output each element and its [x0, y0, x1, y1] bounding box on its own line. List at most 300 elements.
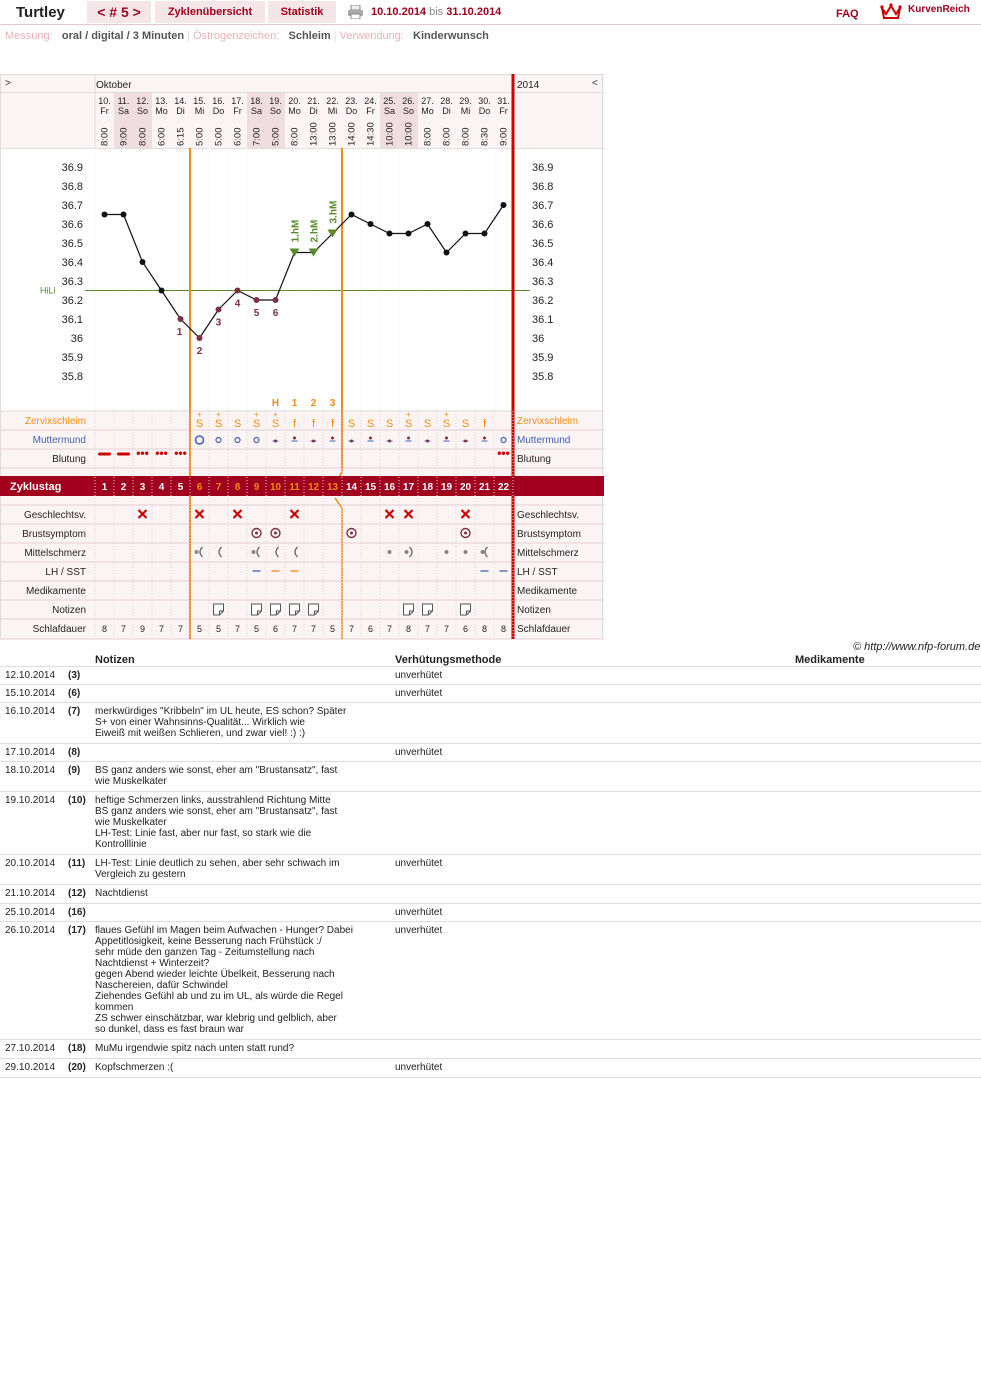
cervix-dot-icon — [274, 440, 277, 443]
y-tick-left: 36.8 — [61, 181, 83, 193]
row-label-right-bs: Brustsymptom — [517, 529, 581, 540]
day-number: 31. — [497, 96, 510, 106]
row-label-zt: Zyklustag — [10, 481, 62, 493]
day-weekday: Mi — [460, 106, 471, 116]
row-label-ms: Mittelschmerz — [24, 548, 86, 559]
notes-row — [0, 685, 981, 703]
note-cycle-day: (7) — [68, 706, 81, 717]
peak-day-label: 3 — [329, 398, 336, 409]
date-range: 10.10.2014 bis 31.10.2014 — [371, 6, 502, 18]
mucus-plus-mark: + — [216, 410, 221, 419]
sleep-duration: 5 — [196, 624, 203, 634]
day-weekday: So — [269, 106, 282, 116]
day-number: 11. — [117, 96, 130, 106]
credit: © http://www.nfp-forum.de — [853, 641, 981, 653]
notes-row — [0, 792, 981, 855]
low-measure-label: 3 — [215, 317, 222, 329]
day-weekday: Sa — [250, 106, 263, 116]
notes-row — [0, 703, 981, 744]
day-number: 26. — [402, 96, 415, 106]
notes-row — [0, 1040, 981, 1059]
cycle-day-number: 13 — [326, 482, 339, 493]
mucus-symbol: S — [252, 418, 261, 430]
cycle-day-number: 18 — [421, 482, 434, 493]
peak-day-label: 1 — [291, 398, 298, 409]
mittelschmerz-dot-icon — [252, 550, 256, 554]
note-cycle-day: (18) — [68, 1043, 86, 1054]
measure-time: 10:00 — [403, 122, 415, 146]
day-weekday: Di — [309, 106, 318, 116]
cervix-dot-icon — [388, 440, 391, 443]
mucus-plus-mark: + — [406, 410, 411, 419]
sleep-duration: 7 — [424, 624, 431, 634]
note-method: unverhütet — [395, 925, 443, 936]
row-label-right-gv: Geschlechtsv. — [517, 510, 580, 521]
peak-day-label: H — [271, 398, 280, 409]
mucus-symbol: S — [385, 418, 394, 430]
row-label-cm: Zervixschleim — [24, 416, 86, 427]
y-tick-left: 36 — [70, 333, 83, 345]
sleep-duration: 7 — [177, 624, 184, 634]
temperature-point — [387, 231, 393, 237]
day-number: 23. — [345, 96, 358, 106]
notes-col-header: Notizen — [95, 654, 135, 666]
hili-label: HiLi — [40, 285, 56, 296]
note-cycle-day: (20) — [68, 1062, 86, 1073]
sleep-duration: 7 — [120, 624, 127, 634]
cycle-day-number: 17 — [402, 482, 415, 493]
temperature-point — [425, 221, 431, 227]
measure-time: 8:00 — [137, 127, 149, 146]
row-label-right-blut: Blutung — [517, 454, 551, 465]
y-tick-left: 36.6 — [61, 219, 83, 231]
measure-time: 6:15 — [175, 127, 187, 146]
note-text — [95, 669, 375, 680]
sleep-duration: 8 — [101, 624, 108, 634]
mucus-symbol: f — [292, 418, 297, 430]
mittelschmerz-dot-icon — [388, 550, 392, 554]
note-cycle-day: (6) — [68, 688, 81, 699]
day-weekday: Mo — [421, 106, 434, 116]
mucus-symbol: S — [214, 418, 223, 430]
note-text — [95, 746, 375, 757]
low-measure-label: 5 — [253, 308, 260, 319]
cervix-dot-icon — [350, 440, 353, 443]
row-label-gv: Geschlechtsv. — [23, 510, 86, 521]
notes-row — [0, 667, 981, 685]
row-label-right-mm: Muttermund — [517, 435, 571, 446]
day-number: 30. — [478, 96, 491, 106]
y-tick-right: 36.4 — [532, 257, 554, 269]
row-label-blut: Blutung — [52, 454, 86, 465]
cycle-day-number: 15 — [364, 482, 377, 493]
row-label-med: Medikamente — [25, 586, 86, 597]
temperature-point — [159, 288, 165, 294]
sleep-duration: 7 — [443, 624, 450, 634]
sleep-duration: 6 — [367, 624, 374, 634]
day-weekday: Fr — [499, 106, 508, 116]
sleep-duration: 5 — [253, 624, 260, 634]
cervix-dot-icon — [407, 437, 410, 440]
day-weekday: Sa — [117, 106, 130, 116]
measure-time: 8:00 — [289, 127, 301, 146]
cycle-day-number: 21 — [478, 482, 491, 493]
day-number: 14. — [174, 96, 187, 106]
row-label-mm: Muttermund — [32, 435, 86, 446]
cycle-day-number: 1 — [101, 482, 108, 493]
temperature-point — [254, 297, 260, 303]
day-number: 22. — [326, 96, 339, 106]
note-date: 19.10.2014 — [5, 795, 56, 806]
note-date: 16.10.2014 — [5, 706, 56, 717]
notes-row — [0, 885, 981, 904]
measure-time: 10:00 — [384, 122, 396, 146]
low-measure-label: 6 — [272, 308, 279, 319]
top-bar — [0, 0, 981, 25]
mucus-symbol: S — [347, 418, 356, 430]
note-date: 21.10.2014 — [5, 888, 56, 899]
day-weekday: Fr — [366, 106, 375, 116]
day-number: 12. — [136, 96, 149, 106]
temperature-point — [406, 231, 412, 237]
breast-symptom-dot — [350, 532, 353, 535]
mittelschmerz-dot-icon — [464, 550, 468, 554]
measure-time: 14:00 — [346, 122, 358, 146]
mucus-plus-mark: + — [273, 410, 278, 419]
day-weekday: Fr — [233, 106, 242, 116]
note-method: unverhütet — [395, 688, 443, 699]
notes-row — [0, 744, 981, 762]
mucus-symbol: S — [195, 418, 204, 430]
temperature-point — [235, 288, 241, 294]
medication-col-header: Medikamente — [795, 654, 865, 666]
notes-header — [0, 654, 981, 667]
measure-time: 5:00 — [270, 127, 282, 146]
day-weekday: Mo — [155, 106, 168, 116]
day-weekday: Di — [442, 106, 451, 116]
day-number: 25. — [383, 96, 396, 106]
day-number: 13. — [155, 96, 168, 106]
y-tick-left: 36.9 — [61, 162, 83, 174]
mittelschmerz-dot-icon — [195, 550, 199, 554]
cycle-day-number: 11 — [289, 482, 300, 493]
note-date: 20.10.2014 — [5, 858, 56, 869]
row-label-lh: LH / SST — [45, 567, 86, 578]
notes-table — [0, 654, 981, 1078]
note-cycle-day: (12) — [68, 888, 86, 899]
cycle-day-number: 3 — [139, 482, 146, 493]
cycle-day-number: 8 — [234, 482, 241, 493]
higher-measure-label: 3.hM — [328, 200, 340, 224]
row-label-not: Notizen — [52, 605, 86, 616]
row-label-bs: Brustsymptom — [22, 529, 86, 540]
note-text: Kopfschmerzen :( — [95, 1062, 174, 1073]
day-number: 16. — [212, 96, 225, 106]
temperature-point — [216, 307, 222, 313]
y-tick-right: 36.8 — [532, 181, 554, 193]
day-weekday: So — [136, 106, 149, 116]
note-date: 29.10.2014 — [5, 1062, 56, 1073]
cervix-dot-icon — [331, 437, 334, 440]
y-tick-left: 36.4 — [61, 257, 83, 269]
day-weekday: Fr — [100, 106, 109, 116]
day-number: 18. — [250, 96, 263, 106]
temperature-point — [463, 231, 469, 237]
y-tick-left: 35.8 — [61, 371, 83, 383]
sleep-duration: 7 — [234, 624, 241, 634]
y-tick-left: 36.3 — [61, 276, 83, 288]
cervix-dot-icon — [445, 437, 448, 440]
higher-measure-label: 2.hM — [309, 219, 321, 243]
measure-time: 5:00 — [213, 127, 225, 146]
measure-time: 9:00 — [498, 127, 510, 146]
low-measure-label: 2 — [196, 346, 203, 357]
mucus-symbol: S — [233, 418, 242, 430]
day-number: 19. — [269, 96, 282, 106]
note-date: 17.10.2014 — [5, 747, 56, 758]
temperature-point — [197, 335, 203, 341]
measure-time: 8:00 — [441, 127, 453, 146]
crown-icon — [880, 2, 902, 20]
y-tick-right: 35.9 — [532, 352, 554, 364]
chart-nav-right: < — [592, 78, 598, 89]
mittelschmerz-dot-icon — [481, 550, 485, 554]
note-text: BS ganz anders wie sonst, eher am "Brustansatz", fast wie Muskelkater — [95, 765, 338, 787]
day-weekday: Do — [478, 106, 491, 116]
notes-row — [0, 1059, 981, 1078]
note-cycle-day: (17) — [68, 925, 86, 936]
bleeding-light-icon: ••• — [136, 446, 149, 460]
cycle-day-number: 2 — [120, 482, 127, 493]
row-label-right-lh: LH / SST — [517, 567, 558, 578]
temperature-point — [368, 221, 374, 227]
mucus-symbol: S — [404, 418, 413, 430]
mucus-symbol: S — [461, 418, 470, 430]
day-weekday: Do — [212, 106, 225, 116]
year-label: 2014 — [517, 80, 540, 91]
mucus-symbol: S — [442, 418, 451, 430]
day-weekday: Mi — [327, 106, 338, 116]
cervix-dot-icon — [483, 437, 486, 440]
cervix-dot-icon — [312, 440, 315, 443]
row-label-right-not: Notizen — [517, 605, 551, 616]
day-number: 10. — [98, 96, 111, 106]
note-method: unverhütet — [395, 1062, 443, 1073]
sleep-duration: 5 — [215, 624, 222, 634]
note-text — [95, 687, 375, 698]
temperature-point — [121, 212, 127, 218]
row-label-right-cm: Zervixschleim — [517, 416, 579, 427]
note-date: 27.10.2014 — [5, 1043, 56, 1054]
note-method: unverhütet — [395, 670, 443, 681]
note-date: 26.10.2014 — [5, 925, 56, 936]
day-number: 24. — [364, 96, 377, 106]
breast-symptom-dot — [255, 532, 258, 535]
temperature-point — [178, 316, 184, 322]
cervix-dot-icon — [426, 440, 429, 443]
sleep-duration: 8 — [481, 624, 488, 634]
mucus-symbol: S — [366, 418, 375, 430]
low-measure-label: 4 — [234, 298, 241, 310]
cycle-chart — [0, 74, 604, 641]
note-text — [95, 906, 375, 917]
mucus-symbol: f — [311, 418, 316, 430]
low-measure-label: 1 — [176, 327, 183, 338]
mucus-plus-mark: + — [197, 410, 202, 419]
mittelschmerz-dot-icon — [445, 550, 449, 554]
temperature-point — [501, 202, 507, 208]
note-cycle-day: (16) — [68, 907, 86, 918]
cycle-day-number: 4 — [158, 482, 165, 493]
higher-measure-label: 1.hM — [290, 219, 302, 243]
y-tick-right: 36.9 — [532, 162, 554, 174]
measure-time: 8:00 — [460, 127, 472, 146]
note-cycle-day: (9) — [68, 765, 81, 776]
note-cycle-day: (3) — [68, 670, 81, 681]
row-label-right-med: Medikamente — [517, 586, 578, 597]
kurvenreich-logo[interactable]: KurvenReich — [880, 2, 980, 20]
sleep-duration: 5 — [329, 624, 336, 634]
cervix-dot-icon — [464, 440, 467, 443]
cycle-nav-button[interactable]: < # 5 > — [87, 1, 151, 23]
day-number: 15. — [193, 96, 206, 106]
printer-icon[interactable] — [348, 5, 363, 19]
sleep-duration: 6 — [272, 624, 279, 634]
sleep-duration: 7 — [158, 624, 165, 634]
day-number: 21. — [307, 96, 320, 106]
measure-time: 5:00 — [194, 127, 206, 146]
sleep-duration: 6 — [462, 624, 469, 634]
tab-cycle-overview[interactable]: Zyklenübersicht — [155, 1, 265, 23]
row-label-sd: Schlafdauer — [32, 624, 86, 635]
note-method: unverhütet — [395, 858, 443, 869]
y-tick-right: 35.8 — [532, 371, 554, 383]
cycle-day-number: 10 — [269, 482, 282, 493]
mucus-plus-mark: + — [254, 410, 259, 419]
cervix-dot-icon — [369, 437, 372, 440]
cycle-day-number: 12 — [307, 482, 320, 493]
note-date: 12.10.2014 — [5, 670, 56, 681]
day-number: 28. — [440, 96, 453, 106]
sleep-duration: 9 — [139, 624, 146, 634]
cycle-day-number: 5 — [177, 482, 184, 493]
measure-time: 8:30 — [479, 127, 491, 146]
sleep-duration: 7 — [386, 624, 393, 634]
y-tick-left: 36.5 — [61, 238, 83, 250]
peak-day-label: 2 — [310, 398, 317, 409]
note-text: LH-Test: Linie deutlich zu sehen, aber sehr schwach im Vergleich zu gestern — [95, 858, 340, 880]
note-text: heftige Schmerzen links, ausstrahlend Richtung Mitte BS ganz anders wie sonst, eher am "Brustansatz", fast wie Muskelkater LH-Test: Linie fast, aber nur fast, so stark wie die Kontrolllinie — [95, 795, 338, 850]
faq-link[interactable]: FAQ — [836, 8, 859, 20]
tab-statistics[interactable]: Statistik — [268, 1, 336, 23]
notes-row — [0, 922, 981, 1040]
note-cycle-day: (10) — [68, 795, 86, 806]
breast-symptom-dot — [464, 532, 467, 535]
bleeding-light-icon: ••• — [174, 446, 187, 460]
day-weekday: Do — [345, 106, 358, 116]
day-number: 20. — [288, 96, 301, 106]
notes-row — [0, 855, 981, 885]
measure-time: 9:00 — [118, 127, 130, 146]
measure-time: 13:00 — [308, 122, 320, 146]
mucus-symbol: S — [271, 418, 280, 430]
note-method: unverhütet — [395, 747, 443, 758]
y-tick-left: 36.2 — [61, 295, 83, 307]
mucus-symbol: f — [330, 418, 335, 430]
y-tick-right: 36.6 — [532, 219, 554, 231]
cycle-day-number: 22 — [497, 482, 510, 493]
breast-symptom-dot — [274, 532, 277, 535]
day-weekday: Mi — [194, 106, 205, 116]
measure-time: 6:00 — [232, 127, 244, 146]
cycle-info: Messung: oral / digital / 3 Minuten | Östrogenzeichen: Schleim | Verwendung: Kinderwunsch — [5, 30, 489, 42]
day-weekday: Di — [176, 106, 185, 116]
y-tick-left: 35.9 — [61, 352, 83, 364]
measure-time: 6:00 — [156, 127, 168, 146]
method-col-header: Verhütungsmethode — [395, 654, 502, 666]
temperature-point — [102, 212, 108, 218]
note-text: flaues Gefühl im Magen beim Aufwachen - Hunger? Dabei Appetitlosigkeit, keine Besserung nach Frühstück :/ sehr müde den ganzen Tag - Zeitumstellung nach Nachtdienst + Winterzeit? gegen Abend wieder leichte Übelkeit, Besserung nach Naschereien, dafür Schwindel Ziehendes Gefühl ab und zu im UL, als würde die Regel kommen ZS schwer einschätzbar, war klebrig und gelblich, aber so dunkel, dass es fast braun war — [95, 925, 353, 1035]
measure-time: 8:00 — [99, 127, 111, 146]
y-tick-right: 36.7 — [532, 200, 554, 212]
cycle-day-number: 20 — [459, 482, 472, 493]
sleep-duration: 8 — [405, 624, 412, 634]
measure-time: 8:00 — [422, 127, 434, 146]
cycle-day-number: 19 — [440, 482, 453, 493]
notes-row — [0, 904, 981, 922]
sleep-duration: 7 — [348, 624, 355, 634]
row-label-right-ms: Mittelschmerz — [517, 548, 579, 559]
y-tick-right: 36.1 — [532, 314, 554, 326]
day-weekday: Mo — [288, 106, 301, 116]
note-date: 18.10.2014 — [5, 765, 56, 776]
mucus-symbol: S — [423, 418, 432, 430]
y-tick-right: 36 — [532, 333, 545, 345]
temperature-point — [273, 297, 279, 303]
bleeding-light-icon: ••• — [155, 446, 168, 460]
cycle-day-number: 14 — [345, 482, 358, 493]
mucus-plus-mark: + — [444, 410, 449, 419]
notes-row — [0, 762, 981, 792]
row-label-right-sd: Schlafdauer — [517, 624, 571, 635]
note-cycle-day: (11) — [68, 858, 86, 869]
y-tick-left: 36.7 — [61, 200, 83, 212]
temperature-point — [349, 212, 355, 218]
note-text: MuMu irgendwie spitz nach unten statt rund? — [95, 1043, 294, 1054]
measure-time: 14:30 — [365, 122, 377, 146]
note-text: Nachtdienst — [95, 888, 148, 899]
day-weekday: Sa — [383, 106, 396, 116]
bleeding-light-icon: ••• — [497, 446, 510, 460]
note-date: 25.10.2014 — [5, 907, 56, 918]
day-number: 17. — [231, 96, 244, 106]
y-tick-right: 36.3 — [532, 276, 554, 288]
day-number: 27. — [421, 96, 434, 106]
temperature-point — [482, 231, 488, 237]
day-number: 29. — [459, 96, 472, 106]
sleep-duration: 7 — [310, 624, 317, 634]
cycle-day-number: 9 — [253, 482, 260, 493]
username: Turtley — [16, 4, 65, 21]
cycle-day-number: 6 — [196, 482, 203, 493]
cervix-dot-icon — [293, 437, 296, 440]
month-label: Oktober — [96, 80, 132, 91]
sleep-duration: 7 — [291, 624, 298, 634]
mucus-symbol: f — [482, 418, 487, 430]
cycle-day-number: 16 — [383, 482, 396, 493]
temperature-point — [444, 250, 450, 256]
note-text: merkwürdiges "Kribbeln" im UL heute, ES schon? Später S+ von einer Wahnsinns-Qualität... Wirklich wie Eiweiß mit weißen Schlieren, und zwar viel! :) :) — [95, 706, 347, 739]
